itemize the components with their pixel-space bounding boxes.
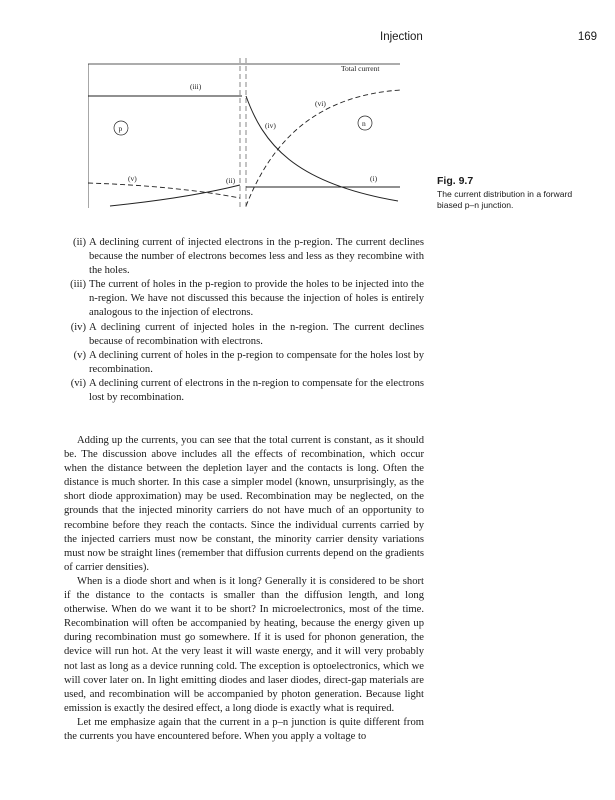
label-ii: (ii) (226, 176, 236, 185)
label-n: n (362, 119, 366, 128)
list-item (64, 377, 424, 405)
list-item (64, 321, 424, 349)
total-current-label: Total current (341, 64, 380, 73)
list-item (64, 349, 424, 377)
label-iii: (iii) (190, 82, 202, 91)
list-item-text: A declining current of injected electrons in the p-region. The current declines because the number of electrons becomes less and less as they recombine with the holes. (89, 237, 424, 277)
page-number: 169 (577, 31, 597, 43)
list-item-text: The current of holes in the p-region to provide the holes to be injected into the n-region. We have not discussed this because the injection of holes is entirely analogous to the injection of electrons. (89, 279, 424, 319)
label-vi: (vi) (315, 99, 326, 108)
list-item-number: (iv) (70, 321, 86, 333)
caption-label: Fig. 9.7 (437, 175, 474, 187)
list-item-text: A declining current of injected holes in the n-region. The current declines because of recombination with electrons. (89, 321, 424, 347)
caption-text: The current distribution in a forward biased p–n junction. (437, 188, 573, 210)
current-list (64, 236, 424, 405)
figure-caption (437, 176, 597, 212)
list-item-number: (iii) (70, 279, 86, 291)
figure-current-distribution (88, 58, 428, 213)
list-item-text: A declining current of electrons in the n-region to compensate for the electrons lost by recombination. (89, 377, 424, 404)
curve-ii (110, 185, 240, 206)
body-text (64, 434, 424, 744)
list-item-number: (ii) (73, 237, 86, 248)
label-v: (v) (128, 174, 137, 183)
label-i: (i) (370, 174, 378, 183)
list-item (64, 236, 424, 278)
figure-svg (88, 58, 428, 213)
list-item-number: (vi) (70, 377, 86, 389)
list-item-text: A declining current of holes in the p-region to compensate for the holes lost by recombination. (89, 349, 424, 375)
paragraph: When is a diode short and when is it long? Generally it is considered to be short if the distance to the contacts is smaller than the diffusion length, and long otherwise. When do we want it to be short? In microelectronics, most of the time. Recombination will often be accompanied by heating, because the energy given up during recombination must go somewhere. If it is used for phonon generation, the device will run hot. At the very least it will waste energy, and it will very probably not last as long as a device running cold. The exception is optoelectronics, which we will cover later on. In light emitting diodes and laser diodes, direct-gap materials are used, and recombination will be accompanied by photon generation. Because light emission is exactly the desired effect, a long diode is exactly what is required. (64, 575, 424, 714)
label-iv: (iv) (265, 121, 276, 130)
paragraph: Adding up the currents, you can see that the total current is constant, as it should be. The discussion above includes all the effects of recombination, which occur when the distance between the depletion layer and the contacts is long. Often the distance is much shorter. In this case a simpler model (known, unsurprisingly, as the short diode approximation) may be used. Recombination may be neglected, on the grounds that the injected minority carriers do not have much of an opportunity to recombine before they reach the contacts. Since the individual currents carried by the injected carriers must now be constant, the minority carrier density variations must now be straight lines (remember that diffusion currents depend on the gradients of carrier densities). (64, 435, 424, 573)
running-title: Injection (380, 31, 423, 43)
list-item (64, 278, 424, 320)
paragraph: Let me emphasize again that the current in a p–n junction is quite different from the currents you have encountered before. When you apply a voltage to (64, 716, 424, 742)
list-item-number: (v) (73, 349, 86, 361)
running-head (0, 31, 615, 47)
label-p: p (118, 124, 123, 133)
